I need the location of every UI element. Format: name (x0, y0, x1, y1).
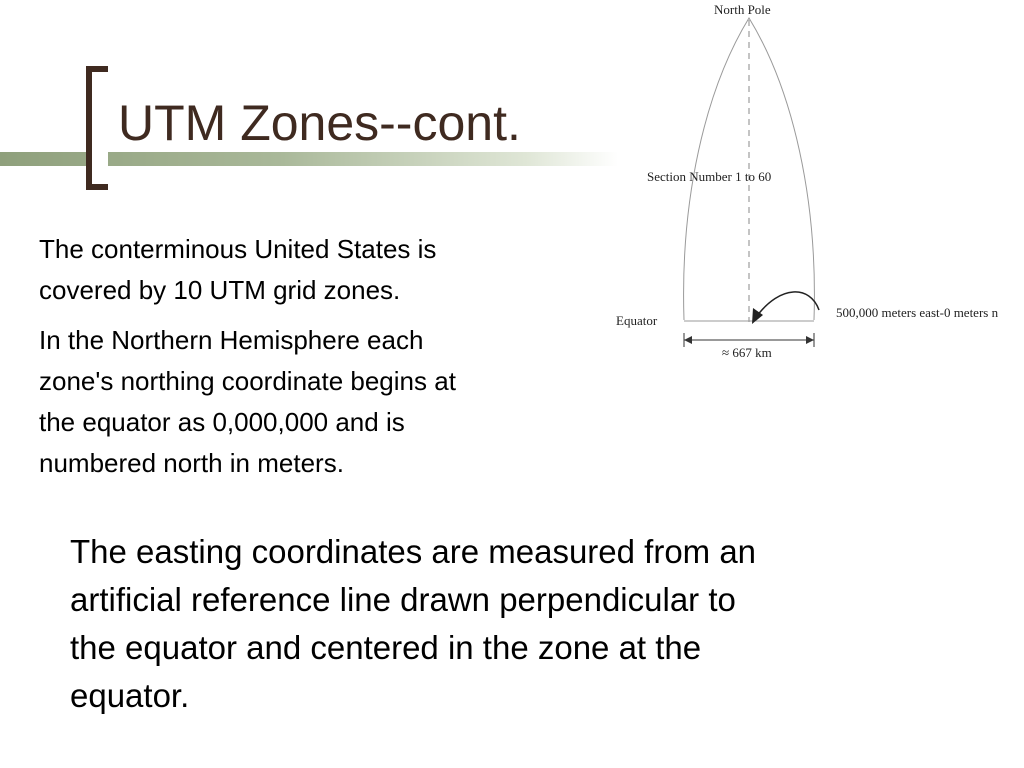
paragraph-zones: The conterminous United States is covered by 10 UTM grid zones. (39, 234, 437, 305)
label-equator: Equator (616, 313, 658, 328)
paragraph-easting: The easting coordinates are measured from an artificial reference line drawn perpendicular to the equator and centered in the zone at the equator. (70, 533, 757, 714)
paragraph-northing: In the Northern Hemisphere each zone's northing coordinate begins at the equator as 0,000,000 and is numbered north in meters. (39, 325, 456, 478)
label-section-number: Section Number 1 to 60 (647, 169, 772, 184)
title-bracket (86, 66, 108, 190)
label-zone-width: ≈ 667 km (722, 345, 772, 360)
label-easting: 500,000 meters east-0 meters n (836, 305, 999, 320)
dimension-arrow-left (684, 336, 692, 344)
easting-curved-arrow (757, 292, 819, 316)
utm-zone-diagram (610, 0, 1024, 380)
label-north-pole: North Pole (714, 2, 771, 17)
slide-title: UTM Zones--cont. (118, 95, 521, 151)
dimension-arrow-right (806, 336, 814, 344)
